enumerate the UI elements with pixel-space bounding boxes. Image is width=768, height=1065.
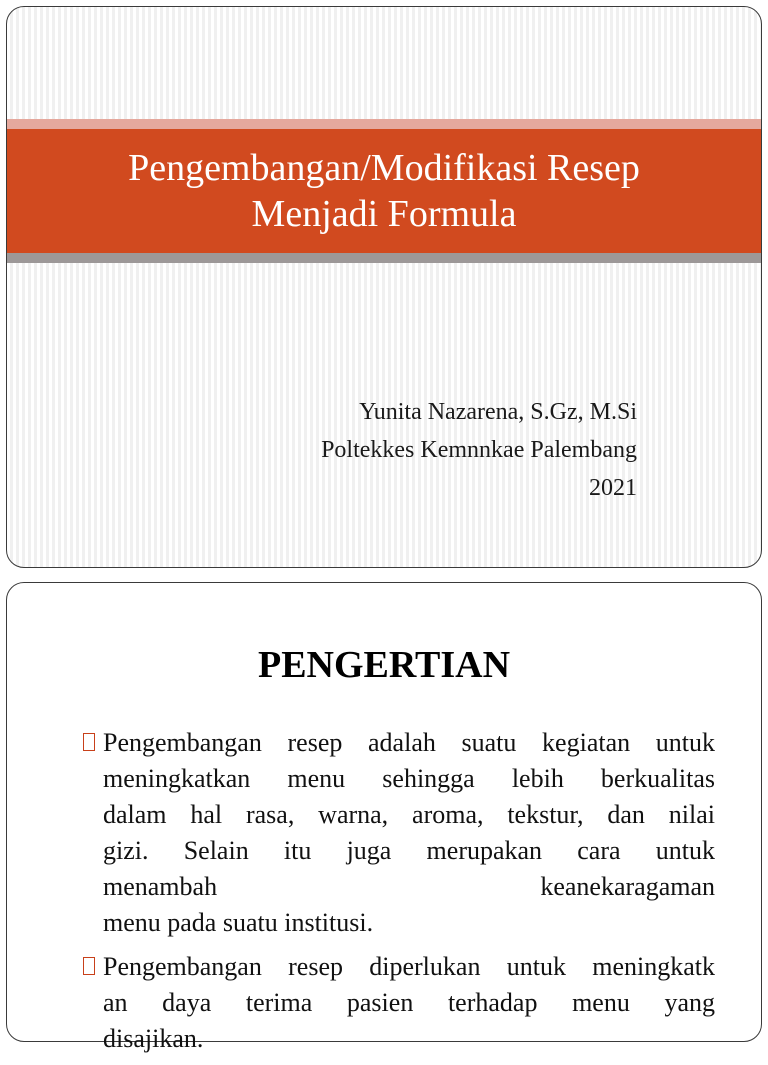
bullet-line: an daya terima pasien terhadap menu yang [103,988,715,1017]
bullet-line: menu pada suatu institusi. [103,908,374,937]
title-line-2: Menjadi Formula [251,193,517,235]
author-name: Yunita Nazarena, S.Gz, M.Si [359,399,637,425]
bullet-line: gizi. Selain itu juga merupakan cara untuk [103,836,715,865]
title-slide [6,6,762,568]
bullet-line: Pengembangan resep diperlukan untuk meningkatk [103,952,715,981]
bullet-line: disajikan. [103,1024,204,1053]
subtitle-block [321,393,637,507]
square-bullet-icon [83,733,95,751]
bullet-line: Pengembangan resep adalah suatu kegiatan untuk [103,728,715,757]
slide-heading: PENGERTIAN [257,644,511,686]
bullet-item [79,949,715,1057]
bullet-item [79,725,715,941]
bullet-line: dalam hal rasa, warna, aroma, tekstur, dan nilai [103,800,715,829]
content-slide [6,582,762,1053]
institution-name: Poltekkes Kemnnkae Palembang [321,437,637,463]
year: 2021 [589,475,637,501]
bullet-line: meningkatkan menu sehingga lebih berkualitas [103,764,715,793]
title-band-top-stripe [7,119,761,129]
square-bullet-icon [83,957,95,975]
title-band-bottom-stripe [7,253,761,263]
title-line-1: Pengembangan/Modifikasi Resep [128,147,640,189]
title-band [7,129,761,253]
bullet-list [79,725,715,1065]
bullet-line: menambah keanekaragaman [103,872,715,901]
